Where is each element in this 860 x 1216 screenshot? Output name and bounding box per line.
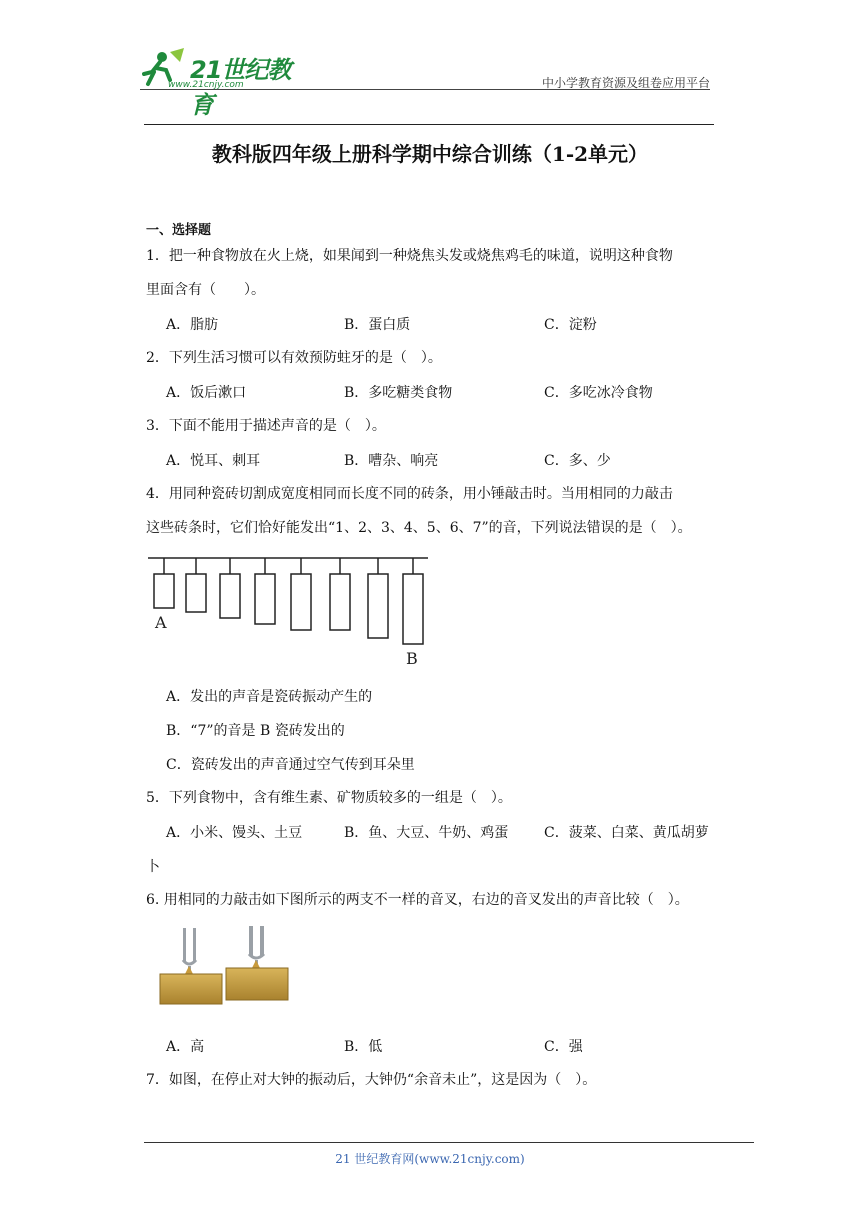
figure-label-b: B	[406, 649, 418, 668]
q5-option-b: B．鱼、大豆、牛奶、鸡蛋	[344, 825, 509, 841]
logo-url: www.21cnjy.com	[168, 80, 244, 90]
q4-option-b: B．“7”的音是 B 瓷砖发出的	[166, 723, 345, 739]
q5-option-a: A．小米、馒头、土豆	[166, 825, 303, 841]
q2-option-a: A．饭后漱口	[166, 385, 247, 401]
q4-option-a: A．发出的声音是瓷砖振动产生的	[166, 689, 373, 705]
q2-option-c: C．多吃冰冷食物	[544, 385, 653, 401]
logo-text: 21世纪教育	[190, 56, 291, 119]
question-4-line2: 这些砖条时，它们恰好能发出“1、2、3、4、5、6、7”的音，下列说法错误的是（ ）。	[146, 520, 692, 536]
question-6: 6. 用相同的力敲击如下图所示的两支不一样的音叉，右边的音叉发出的声音比较（ ）。	[146, 892, 689, 908]
q6-option-a: A．高	[166, 1039, 205, 1055]
question-2: 2．下列生活习惯可以有效预防蛀牙的是（ ）。	[146, 350, 442, 366]
page-title: 教科版四年级上册科学期中综合训练（1-2单元）	[211, 142, 649, 166]
footer-link[interactable]: 21 世纪教育网(www.21cnjy.com)	[335, 1152, 525, 1166]
footer-divider	[144, 1142, 754, 1143]
question-7: 7．如图，在停止对大钟的振动后，大钟仍“余音未止”，这是因为（ ）。	[146, 1072, 597, 1088]
question-1-line1: 1．把一种食物放在火上烧，如果闻到一种烧焦头发或烧焦鸡毛的味道，说明这种食物	[146, 248, 673, 264]
q3-option-c: C．多、少	[544, 453, 611, 469]
q3-option-a: A．悦耳、刺耳	[166, 453, 261, 469]
question-1-line2: 里面含有（ ）。	[146, 282, 265, 298]
q1-option-c: C．淀粉	[544, 317, 597, 333]
q5-option-c-wrap: 卜	[146, 859, 160, 875]
tuning-forks-figure	[156, 924, 296, 1010]
question-3: 3．下面不能用于描述声音的是（ ）。	[146, 418, 386, 434]
q6-option-b: B．低	[344, 1039, 383, 1055]
platform-label: 中小学教育资源及组卷应用平台	[541, 76, 710, 90]
q6-option-c: C．强	[544, 1039, 583, 1055]
q2-option-b: B．多吃糖类食物	[344, 385, 453, 401]
figure-label-a: A	[155, 613, 167, 632]
question-4-line1: 4．用同种瓷砖切割成宽度相同而长度不同的砖条，用小锤敲击时。当用相同的力敲击	[146, 486, 673, 502]
section-heading: 一、选择题	[146, 223, 212, 238]
q3-option-b: B．嘈杂、响亮	[344, 453, 439, 469]
question-5: 5．下列食物中，含有维生素、矿物质较多的一组是（ ）。	[146, 790, 512, 806]
tile-bars-figure	[146, 552, 436, 672]
q1-option-b: B．蛋白质	[344, 317, 411, 333]
header-divider	[140, 89, 710, 90]
q5-option-c: C．菠菜、白菜、黄瓜胡萝	[544, 825, 709, 841]
q1-option-a: A．脂肪	[166, 317, 219, 333]
q4-option-c: C．瓷砖发出的声音通过空气传到耳朵里	[166, 757, 415, 773]
title-divider	[144, 124, 714, 125]
